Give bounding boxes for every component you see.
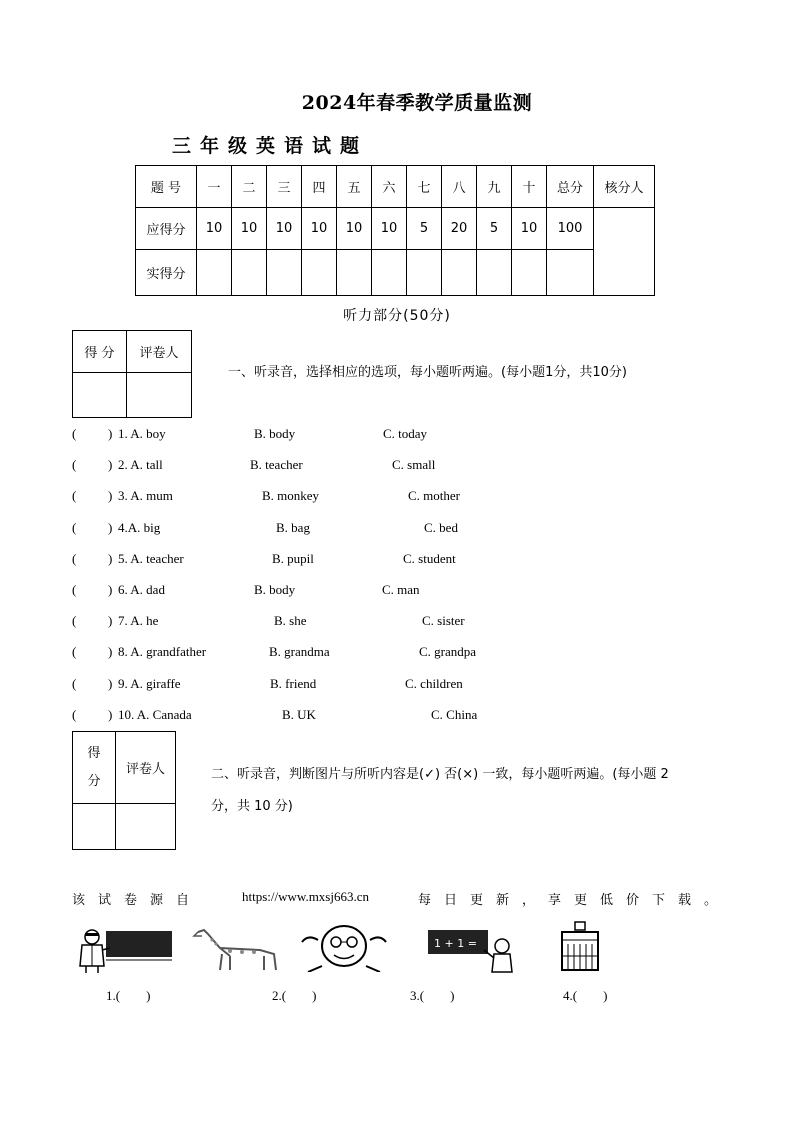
picture-answer-1[interactable]: 1.( ) (106, 988, 151, 1003)
grader-input-cell[interactable] (116, 804, 176, 850)
answer-paren-close[interactable]: ) (108, 706, 113, 722)
answer-paren-close[interactable]: ) (108, 675, 113, 691)
option-a: 9. A. giraffe (118, 675, 181, 691)
option-c: C. student (403, 550, 456, 566)
question-row (72, 551, 772, 571)
answer-paren-open[interactable]: ( (72, 582, 77, 597)
points-cell: 10 (197, 208, 232, 250)
actual-score-cell[interactable] (407, 250, 442, 296)
section1-instruction: 一、听录音，选择相应的选项，每小题听两遍。(每小题1分，共10分) (228, 365, 627, 380)
source-url-link[interactable]: https://www.mxsj663.cn (242, 889, 369, 904)
grader-label: 评卷人 (116, 732, 176, 804)
option-b: B. pupil (272, 550, 314, 566)
picture-answer-4[interactable]: 4.( ) (563, 988, 608, 1003)
answer-paren-open[interactable]: ( (72, 706, 77, 722)
building-icon (558, 920, 602, 972)
option-a: 4.A. big (118, 519, 161, 535)
option-c: C. bed (424, 519, 458, 535)
source-char: 日 (444, 893, 458, 908)
score-table (135, 165, 655, 296)
section2-instruction (211, 759, 731, 823)
source-char: 更 (574, 893, 588, 908)
option-b: B. teacher (250, 457, 303, 473)
picture-answer-3[interactable]: 3.( ) (410, 988, 455, 1003)
option-a: 7. A. he (118, 613, 159, 629)
option-b: B. body (254, 582, 296, 597)
points-cell: 10 (372, 208, 407, 250)
actual-score-cell[interactable] (477, 250, 512, 296)
answer-paren-close[interactable]: ) (108, 426, 113, 441)
points-cell-total: 100 (547, 208, 594, 250)
source-char: 享 (548, 893, 562, 908)
col-header: 二 (232, 166, 267, 208)
actual-score-cell[interactable] (267, 250, 302, 296)
score-label-top: 得 (87, 745, 101, 761)
option-a: 10. A. Canada (118, 706, 192, 722)
option-c: C. mother (408, 488, 460, 504)
section2-grader-box (72, 731, 176, 850)
option-c: C. children (405, 675, 463, 691)
question-row (72, 676, 772, 696)
answer-paren-open[interactable]: ( (72, 613, 77, 629)
grandpa-face-icon (298, 922, 390, 972)
option-b: B. body (254, 426, 296, 441)
grader-label: 评卷人 (127, 331, 192, 373)
points-cell: 10 (302, 208, 337, 250)
actual-score-cell[interactable] (442, 250, 477, 296)
col-header: 一 (197, 166, 232, 208)
col-header-total: 总分 (547, 166, 594, 208)
option-b: B. she (274, 613, 307, 629)
score-label: 得 分 (73, 331, 127, 373)
points-cell: 10 (267, 208, 302, 250)
section2-instruction-line2: 分，共 10 分) (211, 799, 293, 814)
checker-cell[interactable] (594, 208, 655, 296)
answer-paren-close[interactable]: ) (108, 519, 113, 535)
answer-paren-open[interactable]: ( (72, 550, 77, 566)
answer-paren-close[interactable]: ) (108, 550, 113, 566)
math-board-text: 1 + 1 = (434, 937, 477, 950)
actual-score-cell[interactable] (197, 250, 232, 296)
teacher-at-blackboard-icon (76, 928, 174, 974)
question-row (72, 644, 772, 664)
option-a: 8. A. grandfather (118, 644, 207, 660)
option-c: C. small (392, 457, 436, 473)
source-char: 价 (626, 893, 640, 908)
section2-instruction-line1: 二、听录音，判断图片与所听内容是(✓) 否(×) 一致，每小题听两遍。(每小题 2 (211, 767, 669, 782)
question-row (72, 457, 772, 477)
source-char: 低 (600, 893, 614, 908)
option-a: 6. A. dad (118, 582, 165, 597)
option-c: C. China (431, 706, 478, 722)
actual-score-cell[interactable] (337, 250, 372, 296)
math-blackboard-icon (426, 928, 520, 974)
answer-paren-close[interactable]: ) (108, 613, 113, 629)
answer-paren-open[interactable]: ( (72, 644, 77, 660)
option-c: C. grandpa (419, 644, 477, 660)
col-header: 四 (302, 166, 337, 208)
row-label-points: 应得分 (136, 208, 197, 250)
answer-paren-open[interactable]: ( (72, 675, 77, 691)
giraffe-icon (190, 928, 288, 972)
answer-paren-open[interactable]: ( (72, 488, 77, 504)
checker-label: 核分人 (594, 166, 655, 208)
source-char: 新 (496, 893, 510, 908)
source-char: 每 (418, 893, 432, 908)
question-row (72, 707, 772, 727)
option-a: 2. A. tall (118, 457, 163, 473)
row-label-number: 题 号 (136, 166, 197, 208)
source-char: 该 (72, 893, 86, 908)
source-char: 卷 (124, 893, 138, 908)
points-cell: 10 (232, 208, 267, 250)
option-c: C. sister (422, 613, 465, 629)
option-a: 5. A. teacher (118, 550, 184, 566)
source-char: 自 (176, 893, 190, 908)
answer-paren-close[interactable]: ) (108, 582, 113, 597)
row-label-actual: 实得分 (136, 250, 197, 296)
points-cell: 5 (407, 208, 442, 250)
exam-title: 2024年春季教学质量监测 (301, 92, 533, 114)
question-row (72, 520, 772, 540)
actual-score-cell[interactable] (232, 250, 267, 296)
points-cell: 20 (442, 208, 477, 250)
actual-score-cell[interactable] (372, 250, 407, 296)
listening-heading: 听力部分(50分) (343, 308, 451, 324)
col-header: 三 (267, 166, 302, 208)
col-header: 十 (512, 166, 547, 208)
source-char: ， (522, 893, 536, 908)
source-char: 更 (470, 893, 484, 908)
col-header: 五 (337, 166, 372, 208)
option-b: B. UK (282, 706, 316, 722)
answer-paren-open[interactable]: ( (72, 426, 77, 441)
option-a: 3. A. mum (118, 488, 173, 504)
option-b: B. bag (276, 519, 310, 535)
question-row (72, 582, 772, 602)
option-c: C. man (382, 582, 420, 597)
points-cell: 10 (512, 208, 547, 250)
actual-score-cell[interactable] (302, 250, 337, 296)
answer-paren-close[interactable]: ) (108, 644, 113, 660)
col-header: 九 (477, 166, 512, 208)
question-row (72, 426, 772, 446)
section1-grader-box (72, 330, 192, 418)
col-header: 八 (442, 166, 477, 208)
grader-input-cell[interactable] (127, 373, 192, 418)
option-b: B. grandma (269, 644, 330, 660)
actual-score-cell[interactable] (512, 250, 547, 296)
source-char: 。 (704, 893, 718, 908)
actual-score-cell[interactable] (547, 250, 594, 296)
answer-paren-close[interactable]: ) (108, 457, 113, 473)
score-label (73, 732, 116, 804)
option-b: B. friend (270, 675, 317, 691)
score-label-bottom: 分 (87, 773, 101, 789)
source-char: 下 (652, 893, 666, 908)
option-a: 1. A. boy (118, 426, 166, 441)
source-char: 载 (678, 893, 692, 908)
option-c: C. today (383, 426, 428, 441)
source-char: 源 (150, 893, 164, 908)
col-header: 六 (372, 166, 407, 208)
col-header: 七 (407, 166, 442, 208)
points-cell: 5 (477, 208, 512, 250)
question-row (72, 488, 772, 508)
source-char: 试 (98, 893, 112, 908)
score-input-cell[interactable] (73, 804, 116, 850)
answer-paren-open[interactable]: ( (72, 457, 77, 473)
answer-paren-close[interactable]: ) (108, 488, 113, 504)
answer-paren-open[interactable]: ( (72, 519, 77, 535)
question-row (72, 613, 772, 633)
points-cell: 10 (337, 208, 372, 250)
score-input-cell[interactable] (73, 373, 127, 418)
picture-answer-2[interactable]: 2.( ) (272, 988, 317, 1003)
option-b: B. monkey (262, 488, 320, 504)
exam-subtitle: 三年级英语试题 (172, 135, 369, 157)
